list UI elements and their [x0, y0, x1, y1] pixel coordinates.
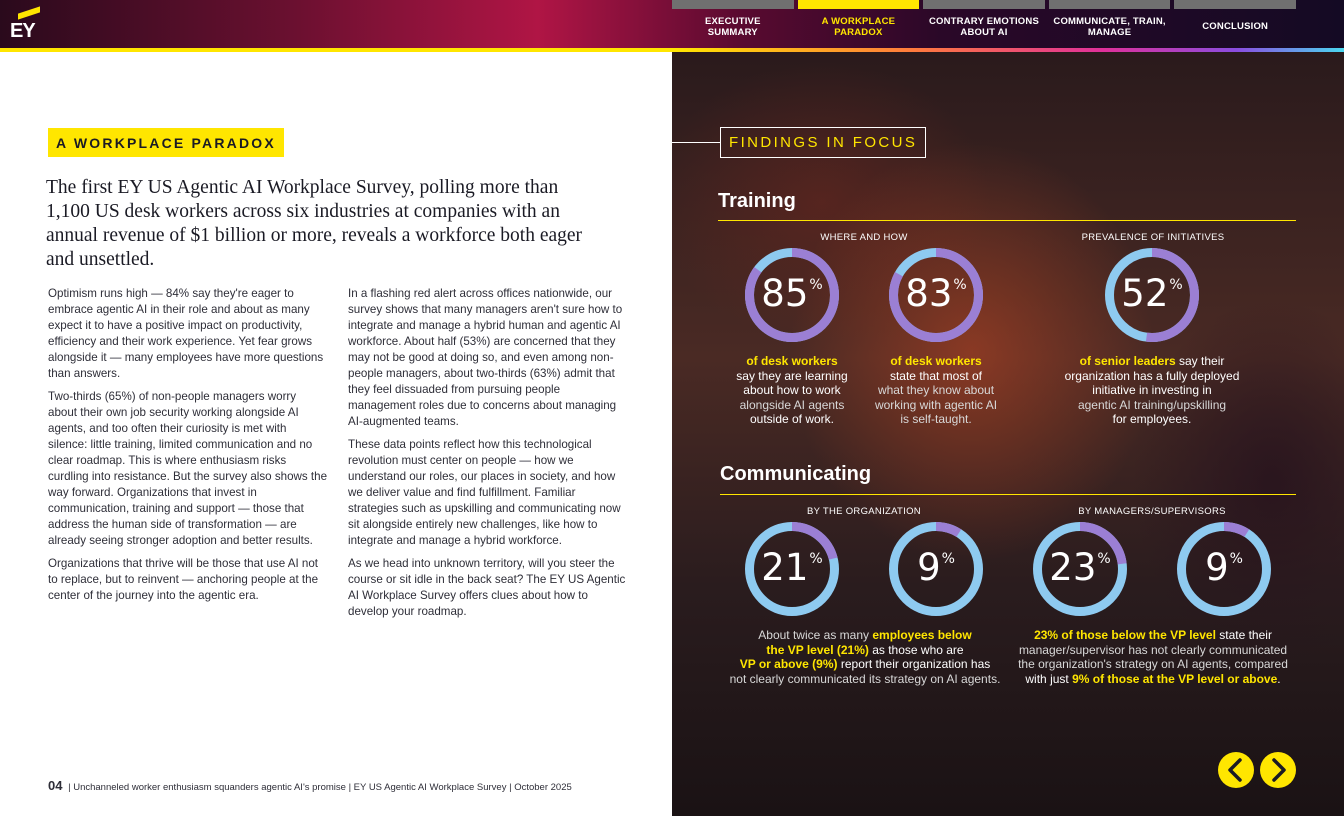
tab-conclusion[interactable] — [1174, 0, 1296, 46]
body-column-2 — [348, 286, 628, 627]
stat-ring-9-mgr — [1177, 522, 1271, 616]
section-nav — [672, 0, 1296, 46]
right-page — [672, 52, 1344, 816]
logo-text: EY — [10, 20, 35, 42]
stat-value: 9% — [1205, 546, 1243, 589]
stat-value: 9% — [917, 546, 955, 589]
sublabel-by-managers: BY MANAGERS/SUPERVISORS — [1078, 506, 1226, 517]
next-page-button[interactable] — [1260, 752, 1296, 788]
tab-label: COMMUNICATE, TRAIN, MANAGE — [1053, 15, 1166, 38]
sublabel-where-and-how: WHERE AND HOW — [820, 232, 908, 243]
stat-value: 85% — [761, 272, 823, 315]
body-column-1 — [48, 286, 328, 611]
caption-training-1: of desk workers say they are learning about how to work alongside AI agents outside of work. — [736, 354, 848, 427]
left-page — [0, 52, 672, 816]
chevron-right-icon — [1260, 752, 1296, 788]
training-rule — [718, 220, 1296, 221]
tab-label: CONCLUSION — [1202, 21, 1269, 33]
stat-value: 83% — [905, 272, 967, 315]
intro-paragraph: The first EY US Agentic AI Workplace Survey, polling more than 1,100 US desk workers across six industries at companies with an annual revenue of $1 billion or more, reveals a workforce both eager and unsettled. — [46, 177, 583, 270]
stat-ring-21 — [745, 522, 839, 616]
tab-label: A WORKPLACE PARADOX — [821, 15, 896, 38]
paragraph: In a flashing red alert across offices nationwide, our survey shows that many managers aren't sure how to integrate and manage a hybrid human and agentic AI workforce. About half (53%) are concerned that they may not be good at doing so, and even among non-people managers, about two-thirds (63%) admit that they feel dissuaded from pursuing people management roles due to concerns about managing AI-augmented teams. — [348, 287, 623, 428]
sublabel-by-organization: BY THE ORGANIZATION — [807, 506, 921, 517]
chevron-left-icon — [1218, 752, 1254, 788]
stat-ring-52 — [1105, 248, 1199, 342]
tab-workplace-paradox[interactable] — [798, 0, 920, 46]
caption-communicating-2: 23% of those below the VP level state their manager/supervisor has not clearly communicated the organization's strategy on AI agents, compared with just 9% of those at the VP level or above. — [1018, 628, 1288, 686]
tab-contrary-emotions[interactable] — [923, 0, 1045, 46]
stat-value: 52% — [1121, 272, 1183, 315]
tab-label: EXECUTIVE SUMMARY — [704, 15, 761, 38]
caption-communicating-1: About twice as many employees below the VP level (21%) as those who are VP or above (9%) report their organization has not clearly communicated its strategy on AI agents. — [729, 628, 1001, 686]
stat-ring-83 — [889, 248, 983, 342]
communicating-rule — [720, 494, 1296, 495]
stat-value: 23% — [1049, 546, 1111, 589]
page-footer — [48, 778, 572, 793]
paragraph: As we head into unknown territory, will you steer the course or sit idle in the back seat? The EY US Agentic AI Workplace Survey offers clues about how to develop your roadmap. — [348, 557, 626, 618]
previous-page-button[interactable] — [1218, 752, 1254, 788]
tab-communicate-train-manage[interactable] — [1049, 0, 1171, 46]
paragraph: Two-thirds (65%) of non-people managers worry about their own job security working alongside AI agents, and too often their curiosity is met with silence: little training, limited communication and no clear roadmap. This is where enthusiasm risks curdling into resistance. But the survey also shows the way forward. Organizations that invest in communication, training and support — those that address the human side of transformation — are already seeing stronger adoption and better results. — [48, 390, 328, 547]
stat-ring-9-org — [889, 522, 983, 616]
stat-value: 21% — [761, 546, 823, 589]
section-tag: A WORKPLACE PARADOX — [48, 128, 284, 157]
paragraph: Optimism runs high — 84% say they're eager to embrace agentic AI in their role and about as many expect it to have a positive impact on productivity, efficiency and their work experience. Yet fear grows alongside it — many employees have more questions than answers. — [48, 287, 324, 380]
stat-ring-85 — [745, 248, 839, 342]
tab-executive-summary[interactable] — [672, 0, 794, 46]
ey-logo[interactable] — [10, 10, 40, 40]
training-title: Training — [718, 190, 796, 212]
caption-training-3: of senior leaders say their organization has a fully deployed initiative in investing in agentic AI training/upskilling for employees. — [1064, 354, 1240, 427]
paragraph: These data points reflect how this technological revolution must center on people — how we understand our roles, our places in society, and how we deliver value and find fulfillment. Familiar strategies such as upskilling and communicating now sit alongside entirely new challenges, like how to integrate and manage a hybrid workforce. — [348, 438, 621, 547]
findings-connector-line — [672, 142, 720, 143]
sublabel-prevalence: PREVALENCE OF INITIATIVES — [1081, 232, 1225, 243]
findings-label: FINDINGS IN FOCUS — [720, 127, 926, 158]
stat-ring-23 — [1033, 522, 1127, 616]
caption-training-2: of desk workers state that most of what they know about working with agentic AI is self-taught. — [874, 354, 998, 427]
paragraph: Organizations that thrive will be those that use AI not to replace, but to reinvent — anchoring people at the center of the journey into the agentic era. — [48, 557, 319, 602]
footer-text: | Unchanneled worker enthusiasm squanders agentic AI's promise | EY US Agentic AI Workplace Survey | October 2025 — [68, 782, 572, 793]
tab-label: CONTRARY EMOTIONS ABOUT AI — [928, 15, 1039, 38]
communicating-title: Communicating — [720, 463, 872, 485]
page-number: 04 — [48, 778, 63, 793]
